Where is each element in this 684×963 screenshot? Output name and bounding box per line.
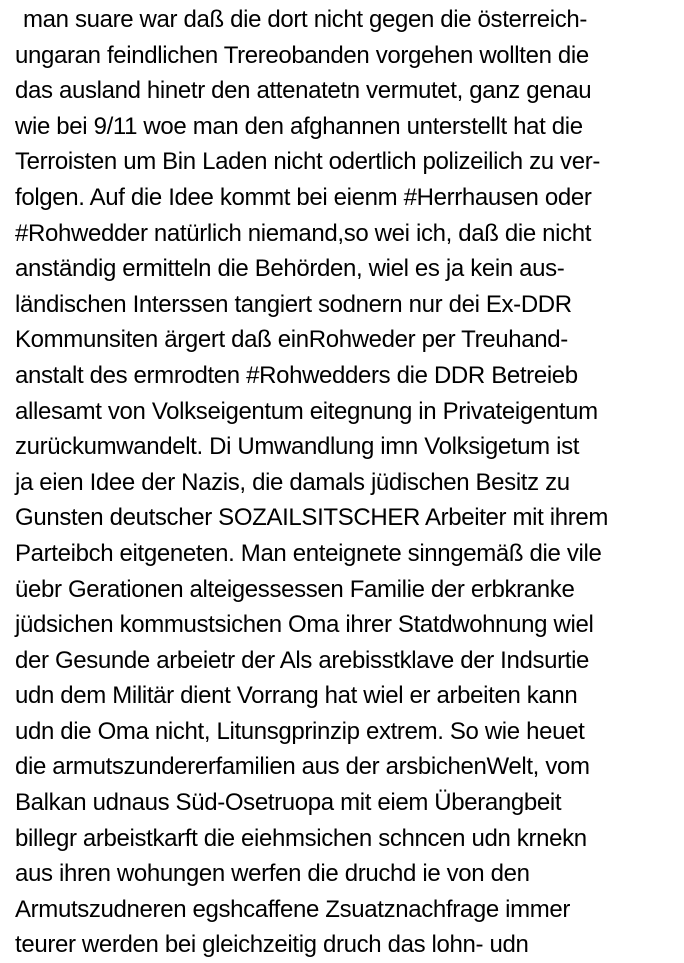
- text-line: allesamt von Volkseigentum eitegnung in Privateigentum: [15, 397, 598, 425]
- text-line: #Rohwedder natürlich niemand,so wei ich, daß die nicht: [15, 219, 592, 247]
- text-line: folgen. Auf die Idee kommt bei eienm #Herrhausen oder: [15, 183, 592, 211]
- text-line: aus ihren wohungen werfen die druchd ie von den: [15, 860, 530, 888]
- text-line: die armutszundererfamilien aus der arsbichenWelt, vom: [15, 753, 590, 781]
- text-line: Balkan udnaus Süd-Osetruopa mit eiem Überangbeit: [15, 789, 562, 817]
- text-line: das ausland hinetr den attenatetn vermutet, ganz genau: [15, 77, 592, 105]
- text-line: udn dem Militär dient Vorrang hat wiel er arbeiten kann: [15, 682, 578, 710]
- text-line: udn die Oma nicht, Litunsgprinzip extrem. So wie heuet: [15, 717, 585, 745]
- text-line: wie bei 9/11 woe man den afghannen unterstellt hat die: [15, 112, 583, 140]
- text-line: billegr arbeistkarft die eiehmsichen schncen udn krnekn: [15, 824, 587, 852]
- text-line: man suare war daß die dort nicht gegen die österreich-: [23, 6, 588, 33]
- text-line: ungaran feindlichen Trereobanden vorgehen wollten die: [15, 41, 589, 69]
- text-line: Parteibch eitgeneten. Man enteignete sinngemäß die vile: [15, 539, 602, 567]
- text-line: anstalt des ermrodten #Rohwedders die DDR Betreieb: [15, 361, 578, 389]
- text-line: der Gesunde arbeietr der Als arebisstklave der Indsurtie: [15, 646, 590, 674]
- body-text: [15, 2, 675, 963]
- text-line: Terroisten um Bin Laden nicht odertlich polizeilich zu ver-: [15, 148, 600, 176]
- text-line: ja eien Idee der Nazis, die damals jüdischen Besitz zu: [15, 468, 570, 496]
- text-line: teurer werden bei gleichzeitig druch das lohn- udn: [15, 931, 529, 959]
- text-line: jüdsichen kommustsichen Oma ihrer Statdwohnung wiel: [15, 611, 594, 639]
- text-line: Gunsten deutscher SOZAILSITSCHER Arbeiter mit ihrem: [15, 504, 609, 532]
- text-line: Armutszudneren egshcaffene Zsuatznachfrage immer: [15, 895, 571, 923]
- text-line: anständig ermitteln die Behörden, wiel es ja kein aus-: [15, 255, 565, 283]
- text-line: üebr Gerationen alteigessessen Familie der erbkranke: [15, 575, 575, 603]
- text-line: ländischen Interssen tangiert sodnern nur dei Ex-DDR: [15, 290, 572, 318]
- text-line: zurückumwandelt. Di Umwandlung imn Volksigetum ist: [15, 433, 580, 461]
- text-line: Kommunsiten ärgert daß einRohweder per Treuhand-: [15, 326, 568, 354]
